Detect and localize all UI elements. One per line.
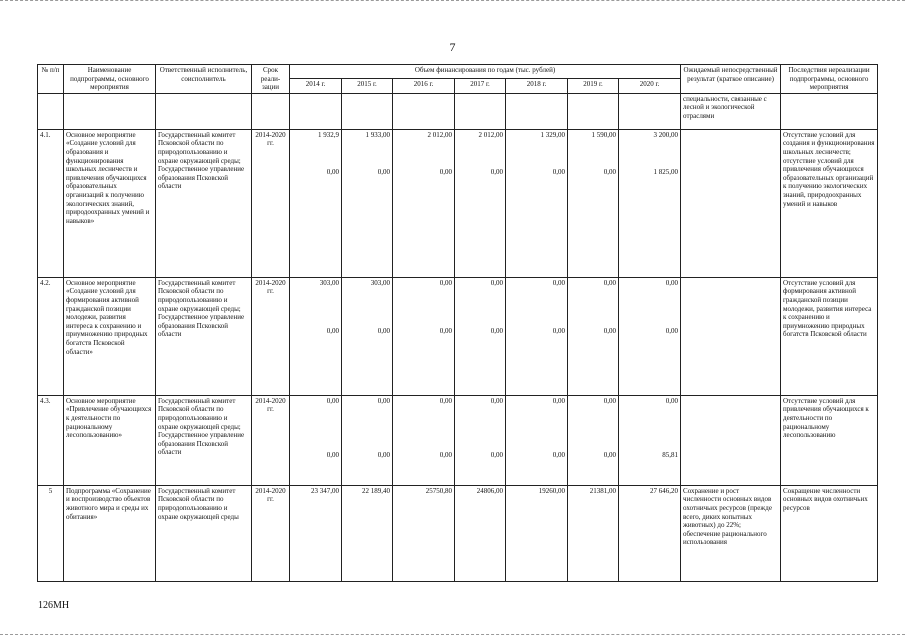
row-executor: Государственный комитет Псковской области по природопользованию и охране окружающей среды	[156, 485, 252, 581]
cell-2016: 0,00 0,00	[393, 395, 455, 485]
cell-2019: 1 590,00 0,00	[568, 129, 619, 277]
continuation-row	[38, 93, 878, 129]
executor-secondary: Государственное управление образования Псковской области	[158, 431, 245, 457]
row-consequences: Отсутствие условий для формирования активной гражданской позиции молодежи, развития интереса к сохранению и приумножению природных богатств Псковской области	[781, 277, 878, 395]
header-year: 2017 г.	[455, 79, 506, 93]
row-consequences: Отсутствие условий для создания и функционирования школьных лесничеств; отсутствие условий для привлечения обучающихся образовательных организаций к получению экологических знаний, природоохранных умений и навыков	[781, 129, 878, 277]
header-result: Ожидаемый непосредственный результат (краткое описание)	[681, 65, 781, 94]
table-row	[38, 277, 878, 395]
cell-2019: 0,00 0,00	[568, 277, 619, 395]
row-consequences: Отсутствие условий для привлечения обучающихся к деятельности по рациональному лесопользованию	[781, 395, 878, 485]
executor-primary: Государственный комитет Псковской области по природопользованию и охране окружающей среды;	[158, 130, 241, 165]
row-num: 4.2.	[38, 277, 64, 395]
cell-2014: 303,00 0,00	[290, 277, 342, 395]
row-period: 2014-2020 гг.	[252, 129, 290, 277]
cell-2016: 25750,80	[393, 485, 455, 581]
row-period: 2014-2020 гг.	[252, 485, 290, 581]
header-year: 2019 г.	[568, 79, 619, 93]
executor-primary: Государственный комитет Псковской области по природопользованию и охране окружающей среды;	[158, 396, 241, 431]
row-consequences: Сокращение численности основных видов охотничьих ресурсов	[781, 485, 878, 581]
cell-2014: 1 932,9 0,00	[290, 129, 342, 277]
document-code: 126МН	[38, 600, 70, 611]
table-row	[38, 485, 878, 581]
row-num: 5	[38, 485, 64, 581]
row-executor	[156, 129, 252, 277]
executor-primary: Государственный комитет Псковской области по природопользованию и охране окружающей среды;	[158, 278, 241, 313]
top-scan-edge	[0, 0, 905, 3]
header-executor: Ответственный исполнитель, соисполнитель	[156, 65, 252, 94]
row-name: Основное мероприятие «Привлечение обучающихся к деятельности по рациональному лесопользованию»	[64, 395, 156, 485]
header-name: Наименование подпрограммы, основного мероприятия	[64, 65, 156, 94]
continuation-result: специальности, связанные с лесной и экологической отраслями	[681, 93, 781, 129]
cell-2015: 22 189,40	[342, 485, 393, 581]
cell-2020: 3 200,00 1 825,00	[619, 129, 681, 277]
cell-2016: 2 012,00 0,00	[393, 129, 455, 277]
page-number: 7	[449, 40, 456, 54]
row-name: Основное мероприятие «Создание условий для образования и функционирования школьных лесничеств и привлечения обучающихся образовательных организаций к получению экологических знаний, природоохранных умений и навыков»	[64, 129, 156, 277]
cell-2019: 0,00 0,00	[568, 395, 619, 485]
cell-2019: 21381,00	[568, 485, 619, 581]
cell-2015: 303,00 0,00	[342, 277, 393, 395]
executor-secondary: Государственное управление образования Псковской области	[158, 165, 245, 191]
row-result	[681, 395, 781, 485]
cell-2018: 0,00 0,00	[506, 277, 568, 395]
cell-2018: 19260,00	[506, 485, 568, 581]
table-row	[38, 395, 878, 485]
row-result: Сохранение и рост численности основных видов охотничьих ресурсов (прежде всего, диких копытных животных) до 22%; обеспечение рационального использования	[681, 485, 781, 581]
row-num: 4.1.	[38, 129, 64, 277]
cell-2014: 23 347,00	[290, 485, 342, 581]
cell-2020: 27 646,20	[619, 485, 681, 581]
cell-2015: 0,00 0,00	[342, 395, 393, 485]
header-year: 2015 г.	[342, 79, 393, 93]
header-period: Срок реали- зации	[252, 65, 290, 94]
row-period: 2014-2020 гг.	[252, 277, 290, 395]
cell-2020: 0,00 0,00	[619, 277, 681, 395]
header-row	[38, 65, 878, 79]
cell-2016: 0,00 0,00	[393, 277, 455, 395]
bottom-scan-edge	[0, 634, 905, 637]
cell-2018: 0,00 0,00	[506, 395, 568, 485]
cell-2018: 1 329,00 0,00	[506, 129, 568, 277]
row-result	[681, 129, 781, 277]
table-row	[38, 129, 878, 277]
header-funding: Объем финансирования по годам (тыс. рублей)	[290, 65, 681, 79]
header-num: № п/п	[38, 65, 64, 94]
cell-2017: 24806,00	[455, 485, 506, 581]
row-executor	[156, 395, 252, 485]
header-consequences: Последствия нереализации подпрограммы, основного мероприятия	[781, 65, 878, 94]
cell-2020: 0,00 85,81	[619, 395, 681, 485]
header-year: 2018 г.	[506, 79, 568, 93]
cell-2015: 1 933,00 0,00	[342, 129, 393, 277]
funding-table	[37, 64, 878, 582]
cell-2014: 0,00 0,00	[290, 395, 342, 485]
row-name: Подпрограмма «Сохранение и воспроизводство объектов животного мира и среды их обитания»	[64, 485, 156, 581]
cell-2017: 0,00 0,00	[455, 277, 506, 395]
row-num: 4.3.	[38, 395, 64, 485]
row-executor	[156, 277, 252, 395]
row-name: Основное мероприятие «Создание условий для формирования активной гражданской позиции молодежи, развития интереса к сохранению и приумножению природных богатств Псковской области»	[64, 277, 156, 395]
cell-2017: 2 012,00 0,00	[455, 129, 506, 277]
row-period: 2014-2020 гг.	[252, 395, 290, 485]
header-year: 2016 г.	[393, 79, 455, 93]
header-year: 2014 г.	[290, 79, 342, 93]
row-result	[681, 277, 781, 395]
cell-2017: 0,00 0,00	[455, 395, 506, 485]
header-year: 2020 г.	[619, 79, 681, 93]
executor-secondary: Государственное управление образования Псковской области	[158, 313, 245, 339]
